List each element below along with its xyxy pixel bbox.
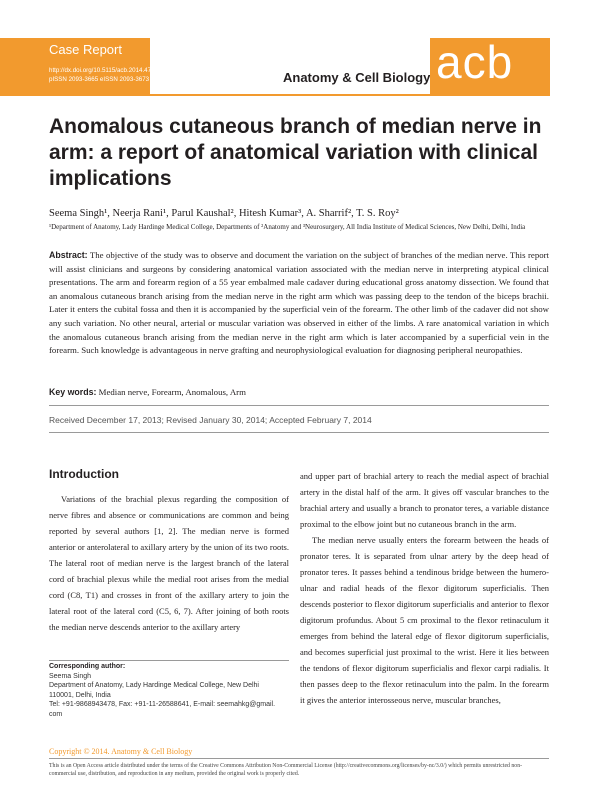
left-column [49, 491, 289, 635]
article-title: Anomalous cutaneous branch of median nerve in arm: a report of anatomical variation with clinical implications [49, 115, 542, 190]
journal-name: Anatomy & Cell Biology [283, 70, 431, 85]
journal-logo: acb [436, 36, 514, 88]
corresponding-contact-2: com [49, 710, 63, 718]
corresponding-name: Seema Singh [49, 672, 92, 680]
received-dates: Received December 17, 2013; Revised January 30, 2014; Accepted February 7, 2014 [49, 415, 372, 425]
license-note: This is an Open Access article distributed under the terms of the Creative Commons Attribution Non-Commercial License (http://creativecommons.org/licenses/by-nc/3.0/) which permits unrestricted non-commercial use, distribution, and reproduction in any medium, provided the original work is properly cited. [49, 763, 523, 777]
corresponding-address-2: 110001, Delhi, India [49, 691, 111, 699]
divider [49, 758, 549, 759]
keywords [49, 387, 246, 397]
corresponding-heading: Corresponding author: [49, 663, 126, 670]
issn: pISSN 2093-3665 eISSN 2093-3673 [49, 76, 150, 83]
abstract-text: The objective of the study was to observe and document the variation on the subject of branches of the median nerve. This report will assist clinicians and surgeons by considering anatomical variation associated with the median nerve in interpreting atypical clinical presentations. The arm and forearm region of a 55 year embalmed male cadaver during educational gross anatomy dissection. We found that an anomalous cutaneous branch arising from the median nerve in the right arm which was passing deep to the tendon of the biceps brachii. Later it enters the cubital fossa and then it is accompanied by the superficial vein of the forearm. The other limb of the cadaver did not show any such variation. No other neural, arterial or muscular variation was observed in either of the limbs. A rare anatomical variation in which the anomalous cutaneous branch arising from the median nerve in the right arm which is later accompanied by a superficial vein in the forearm. Such knowledge is advantageous in nerve grafting and neurophysiological evaluation for diagnosing peripheral neuropathies. [49, 250, 549, 356]
right-column [300, 468, 549, 708]
doi-link[interactable]: http://dx.doi.org/10.5115/acb.2014.47.2.138 [49, 67, 169, 74]
affiliations: ¹Department of Anatomy, Lady Hardinge Medical College, Departments of ²Anatomy and ³Neurosurgery, All India Institute of Medical Sciences, New Delhi, Delhi, India [49, 223, 526, 231]
corresponding-address-1: Department of Anatomy, Lady Hardinge Medical College, New Delhi [49, 682, 259, 690]
keywords-text: Median nerve, Forearm, Anomalous, Arm [98, 387, 246, 397]
intro-paragraph-1: Variations of the brachial plexus regarding the composition of nerve fibres and absence or communications are common and being reported by several authors [1, 2]. The median nerve is formed anterior or anterolateral to axillary artery by the union of its two roots. The lateral root of median nerve is the largest branch of the lateral cord of brachial plexus while the medial root arises from the medial cord (C8, T1) and crosses in front of the axillary artery to join the lateral root of the lateral cord (C5, 6, 7). After joining of both roots the median nerve descends anterior to the axillary artery [49, 494, 289, 632]
section-heading-introduction: Introduction [49, 467, 119, 481]
keywords-label: Key words: [49, 387, 97, 397]
article-type: Case Report [49, 42, 122, 57]
abstract-label: Abstract: [49, 250, 88, 260]
divider [49, 660, 289, 661]
corresponding-author [49, 662, 289, 720]
header-rule [150, 94, 430, 96]
divider [49, 405, 549, 406]
intro-paragraph-2: and upper part of brachial artery to reach the medial aspect of brachial artery in the distal half of the arm. It gives off vascular branches to the brachial artery and usually a branch to pronator teres, a variable distance proximal to the elbow joint but no cutaneous branch in the arm. [300, 471, 549, 529]
corresponding-contact: Tel: +91-9868943478, Fax: +91-11-26588641, E-mail: seemahkg@gmail. [49, 701, 276, 709]
divider [49, 432, 549, 433]
abstract [49, 249, 549, 358]
author-list: Seema Singh¹, Neerja Rani¹, Parul Kaushal², Hitesh Kumar³, A. Sharrif², T. S. Roy² [49, 208, 399, 219]
intro-paragraph-3: The median nerve usually enters the forearm between the heads of pronator teres. It is separated from ulnar artery by the deep head of pronator teres. It passes behind a tendinous bridge between the humero-ulnar and radial heads of the flexor digitorum superficialis. Then descends posterior to flexor digitorum superficialis and anterior to flexor digitorum profundus. About 5 cm proximal to the flexor retinaculum it emerges from behind the lateral edge of flexor digitorum superficialis, and becomes superficial just proximal to the wrist. Here it lies between the tendons of flexor digitorum superficialis and flexor carpi radialis. It then passes deep to the flexor retinaculum into the palm. In the forearm it gives the anterior interosseous nerve, muscular branches, [300, 535, 549, 705]
doi-issn-block [49, 66, 168, 84]
copyright: Copyright © 2014. Anatomy & Cell Biology [49, 747, 193, 756]
